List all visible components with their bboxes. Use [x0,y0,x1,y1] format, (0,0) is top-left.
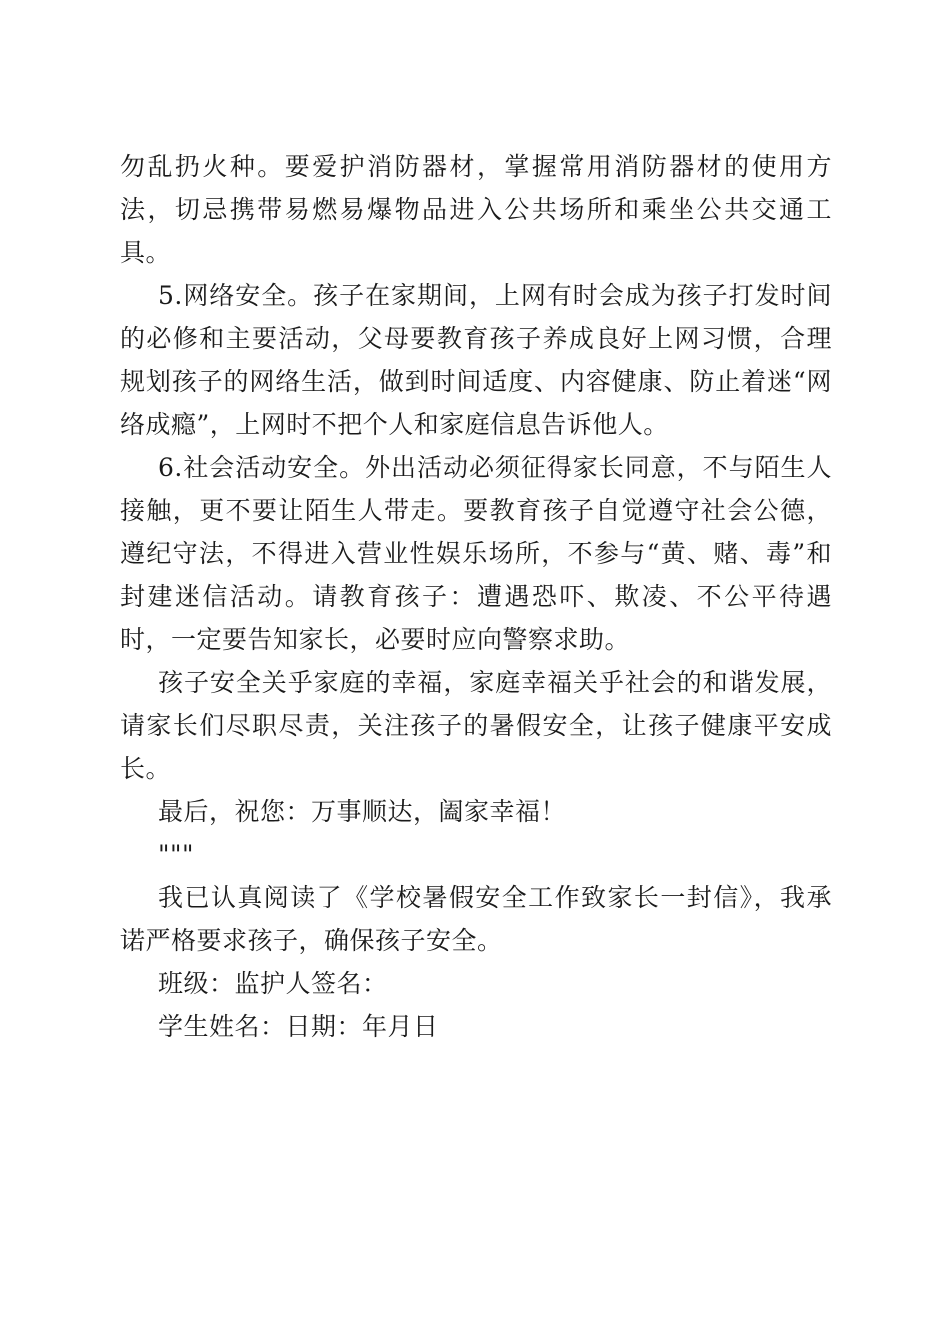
paragraph-parent-commitment: 我已认真阅读了《学校暑假安全工作致家长一封信》，我承诺严格要求孩子，确保孩子安全。 [120,883,832,955]
paragraph-social-activity-safety: 6.社会活动安全。外出活动必须征得家长同意，不与陌生人接触，更不要让陌生人带走。要教育孩子自觉遵守社会公德，遵纪守法，不得进入营业性娱乐场所，不参与“黄、赌、毒”和封建迷信活动。请教育孩子：遭遇恐吓、欺凌、不公平待遇时，一定要告知家长，必要时应向警察求助。 [120,453,832,654]
paragraph-family-happiness: 孩子安全关乎家庭的幸福，家庭幸福关乎社会的和谐发展，请家长们尽职尽责，关注孩子的暑假安全，让孩子健康平安成长。 [120,668,832,783]
document-body [120,145,832,1048]
paragraph-fire-safety-continued: 勿乱扔火种。要爱护消防器材，掌握常用消防器材的使用方法，切忌携带易燃易爆物品进入公共场所和乘坐公共交通工具。 [120,152,832,267]
paragraph-closing-wishes: 最后，祝您：万事顺达，阖家幸福！ [158,797,567,826]
paragraph-quote-marks: """ [158,840,194,869]
field-student-name-date: 学生姓名：日期：年月日 [158,1012,439,1041]
paragraph-internet-safety: 5.网络安全。孩子在家期间，上网有时会成为孩子打发时间的必修和主要活动，父母要教育孩子养成良好上网习惯，合理规划孩子的网络生活，做到时间适度、内容健康、防止着迷“网络成瘾”，上网时不把个人和家庭信息告诉他人。 [120,281,832,439]
field-class-guardian-signature: 班级：监护人签名： [158,969,388,998]
